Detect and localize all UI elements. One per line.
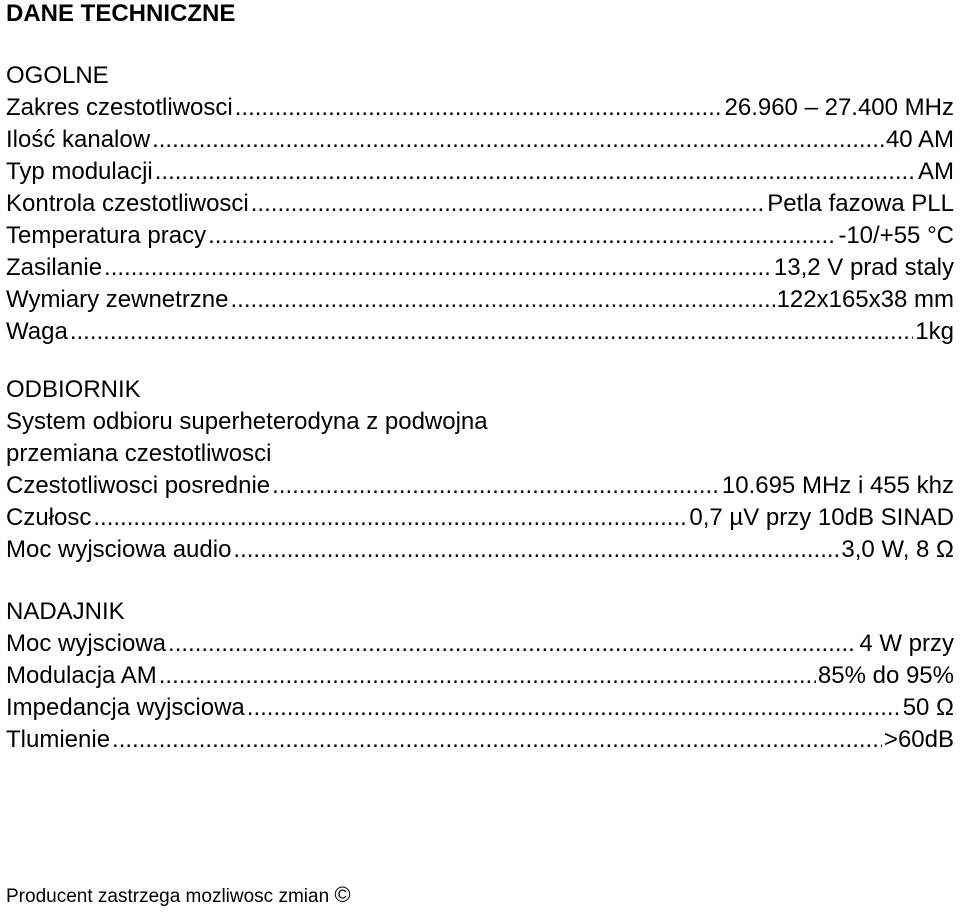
spec-label: Czestotliwosci posrednie [6, 472, 271, 499]
spec-label: Wymiary zewnetrzne [6, 286, 229, 313]
spec-value: 50 Ω [902, 694, 954, 721]
section-heading-ogolne: OGOLNE [6, 62, 109, 89]
spec-label: Temperatura pracy [6, 222, 207, 249]
spec-label: Modulacja AM [6, 662, 157, 689]
spec-value: 122x165x38 mm [776, 286, 954, 313]
document-title: DANE TECHNICZNE [6, 0, 236, 27]
dot-leader [208, 220, 836, 252]
dot-leader [93, 502, 687, 534]
spec-row-channels [6, 124, 954, 156]
spec-label: Tlumienie [6, 726, 111, 753]
dot-leader [152, 124, 884, 156]
spec-value: 13,2 V prad staly [773, 254, 954, 281]
dot-leader [235, 92, 723, 124]
footer-text: Producent zastrzega mozliwosc zmian [6, 886, 330, 907]
section-ogolne [6, 60, 954, 348]
dot-leader [272, 470, 720, 502]
spec-row-weight [6, 316, 954, 348]
spec-value: >60dB [883, 726, 954, 753]
spec-row-power-supply [6, 252, 954, 284]
spec-row-frequency-range [6, 92, 954, 124]
dot-leader [231, 284, 775, 316]
dot-leader [251, 188, 765, 220]
spec-label: Moc wyjsciowa [6, 630, 167, 657]
spec-label: Impedancja wyjsciowa [6, 694, 245, 721]
spec-value: 3,0 W, 8 Ω [841, 536, 954, 563]
spec-row-dimensions [6, 284, 954, 316]
spec-value: 0,7 µV przy 10dB SINAD [689, 504, 954, 531]
spec-label: Ilość kanalow [6, 126, 151, 153]
section-odbiornik [6, 374, 954, 566]
spec-value: -10/+55 °C [838, 222, 954, 249]
copyright-icon: © [334, 882, 351, 907]
dot-leader [168, 628, 857, 660]
spec-value: AM [918, 158, 954, 185]
spec-row-modulation-type [6, 156, 954, 188]
dot-leader [233, 534, 839, 566]
spec-value: 26.960 – 27.400 MHz [724, 94, 954, 121]
spec-row-am-modulation [6, 660, 954, 692]
spec-row-output-impedance [6, 692, 954, 724]
dot-leader [104, 252, 772, 284]
spec-row-temperature [6, 220, 954, 252]
spec-label: Zasilanie [6, 254, 103, 281]
dot-leader [112, 724, 882, 756]
receiver-description-line-1: System odbioru superheterodyna z podwojna [6, 408, 488, 435]
section-heading-odbiornik: ODBIORNIK [6, 376, 141, 403]
footer-note [6, 882, 351, 910]
spec-label: Czułosc [6, 504, 92, 531]
spec-row-intermediate-frequencies [6, 470, 954, 502]
spec-row-attenuation [6, 724, 954, 756]
dot-leader [247, 692, 901, 724]
spec-value: 40 AM [885, 126, 954, 153]
dot-leader [159, 660, 816, 692]
spec-row-output-power [6, 628, 954, 660]
spec-value: 1kg [915, 318, 954, 345]
section-heading-nadajnik: NADAJNIK [6, 598, 125, 625]
receiver-description-line-2: przemiana czestotliwosci [6, 440, 272, 467]
spec-label: Typ modulacji [6, 158, 153, 185]
dot-leader [155, 156, 916, 188]
spec-row-frequency-control [6, 188, 954, 220]
spec-row-audio-output [6, 534, 954, 566]
spec-value: Petla fazowa PLL [767, 190, 954, 217]
spec-value: 10.695 MHz i 455 khz [721, 472, 954, 499]
spec-value: 85% do 95% [817, 662, 954, 689]
dot-leader [70, 316, 913, 348]
section-nadajnik [6, 596, 954, 756]
spec-label: Kontrola czestotliwosci [6, 190, 249, 217]
spec-label: Moc wyjsciowa audio [6, 536, 232, 563]
spec-label: Waga [6, 318, 68, 345]
spec-value: 4 W przy [859, 630, 954, 657]
spec-label: Zakres czestotliwosci [6, 94, 233, 121]
spec-row-sensitivity [6, 502, 954, 534]
